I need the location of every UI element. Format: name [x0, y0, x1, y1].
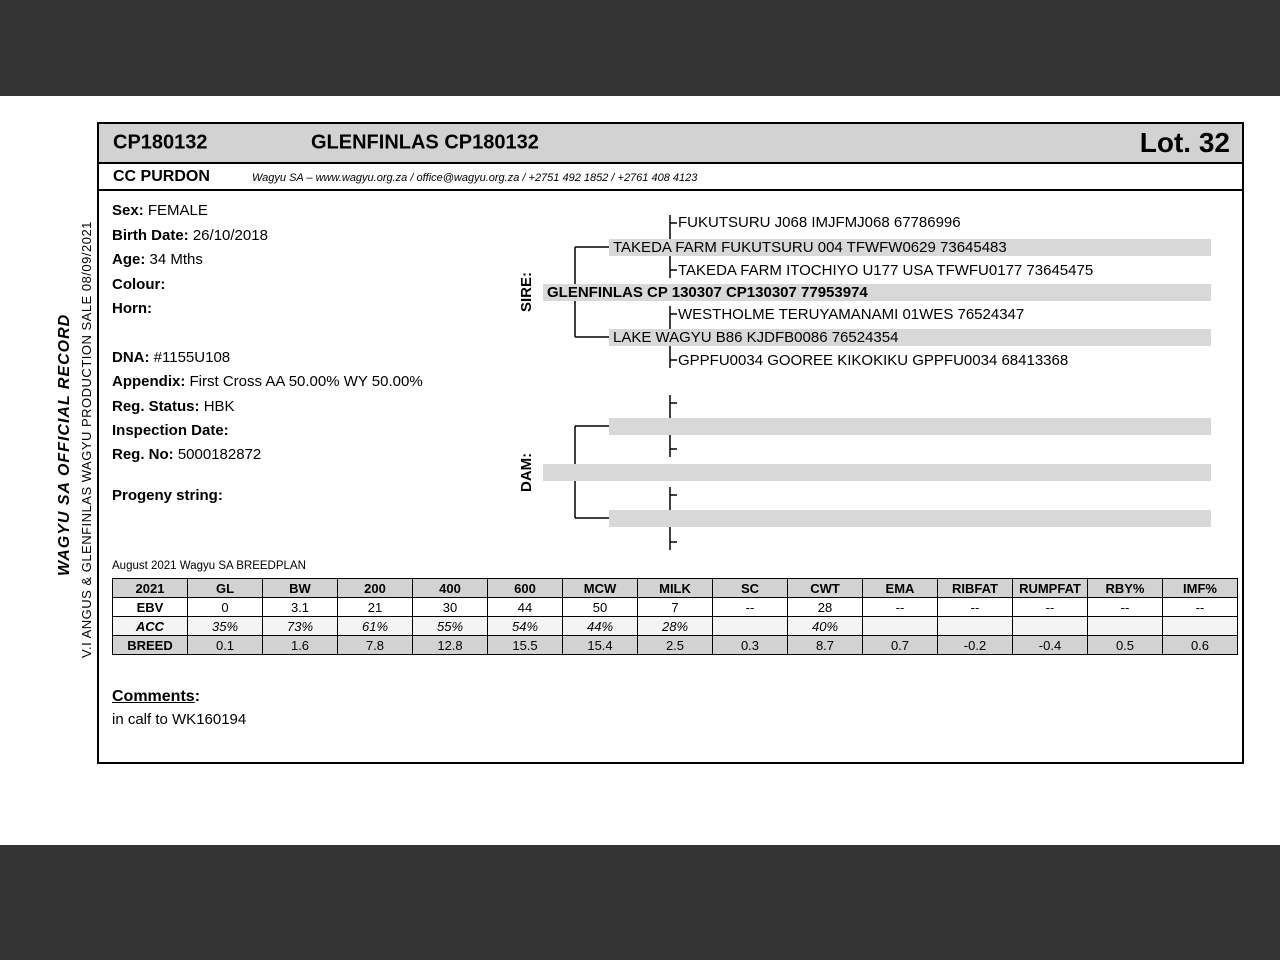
- ped-sire-dam: LAKE WAGYU B86 KJDFB0086 76524354: [609, 329, 1211, 346]
- ped-dam-sire: [609, 418, 1211, 435]
- breedplan-cell: 0.6: [1163, 636, 1238, 655]
- breedplan-cell: [863, 617, 938, 636]
- official-record-vertical-text: WAGYU SA OFFICIAL RECORD: [56, 313, 73, 577]
- detail-label: DNA:: [112, 349, 150, 366]
- breedplan-column-header: MILK: [638, 579, 713, 598]
- breedplan-cell: 28: [788, 598, 863, 617]
- breedplan-column-header: 200: [338, 579, 413, 598]
- subheader-bar: [99, 164, 1242, 191]
- breedplan-cell: -0.2: [938, 636, 1013, 655]
- breedplan-column-header: IMF%: [1163, 579, 1238, 598]
- breedplan-cell: --: [1013, 598, 1088, 617]
- lot-number: Lot. 32: [1139, 127, 1230, 158]
- breedplan-cell: 61%: [338, 617, 413, 636]
- breedplan-cell: 0.1: [188, 636, 263, 655]
- breedplan-cell: [1013, 617, 1088, 636]
- ped-sire-sire: TAKEDA FARM FUKUTSURU 004 TFWFW0629 73645483: [609, 239, 1211, 256]
- breedplan-cell: 35%: [188, 617, 263, 636]
- breedplan-cell: 15.5: [488, 636, 563, 655]
- breedplan-column-header: BW: [263, 579, 338, 598]
- breedplan-column-header: 2021: [113, 579, 188, 598]
- breedplan-cell: 50: [563, 598, 638, 617]
- breedplan-column-header: EMA: [863, 579, 938, 598]
- breedplan-cell: [713, 617, 788, 636]
- detail-value: HBK: [203, 398, 235, 415]
- comments-heading: [112, 688, 200, 706]
- ped-dam: [543, 464, 1211, 481]
- breedplan-cell: 3.1: [263, 598, 338, 617]
- breedplan-cell: [1163, 617, 1238, 636]
- breedplan-cell: --: [1088, 598, 1163, 617]
- comments-heading-colon: :: [194, 688, 201, 705]
- breedplan-column-header: 600: [488, 579, 563, 598]
- breedplan-cell: 12.8: [413, 636, 488, 655]
- bottom-letterbox-bar: [0, 845, 1280, 960]
- ped-sire-sire-sire: FUKUTSURU J068 IMJFMJ068 67786996: [678, 214, 961, 231]
- dam-section-label: DAM:: [518, 452, 535, 492]
- detail-sex: [112, 201, 208, 221]
- breedplan-column-header: 400: [413, 579, 488, 598]
- breedplan-caption: August 2021 Wagyu SA BREEDPLAN: [112, 560, 306, 572]
- record-body: [99, 191, 1242, 760]
- header-bar: [99, 124, 1242, 164]
- detail-colour: [112, 275, 165, 295]
- breedplan-header-row: [113, 579, 1238, 598]
- detail-label: Birth Date:: [112, 227, 189, 244]
- detail-value: 5000182872: [177, 446, 262, 463]
- breedplan-breed-row: [113, 636, 1238, 655]
- breedplan-cell: 0: [188, 598, 263, 617]
- breedplan-cell: 44%: [563, 617, 638, 636]
- detail-dna: [112, 348, 230, 368]
- detail-progeny-string: [112, 486, 223, 506]
- breedplan-cell: 0.7: [863, 636, 938, 655]
- breedplan-column-header: CWT: [788, 579, 863, 598]
- registration-id: CP180132: [113, 131, 208, 154]
- breedplan-cell: 15.4: [563, 636, 638, 655]
- detail-label: Progeny string:: [112, 487, 223, 504]
- breedplan-cell: 7: [638, 598, 713, 617]
- breedplan-cell: 44: [488, 598, 563, 617]
- breedplan-row-label: BREED: [113, 636, 188, 655]
- breedplan-cell: --: [863, 598, 938, 617]
- breedplan-cell: 40%: [788, 617, 863, 636]
- breedplan-cell: 28%: [638, 617, 713, 636]
- breedplan-table: [112, 578, 1238, 655]
- breedplan-cell: 2.5: [638, 636, 713, 655]
- detail-value: 26/10/2018: [192, 227, 268, 244]
- detail-label: Appendix:: [112, 373, 186, 390]
- breedplan-cell: [1088, 617, 1163, 636]
- detail-label: Horn:: [112, 300, 152, 317]
- detail-label: Reg. Status:: [112, 398, 200, 415]
- breedplan-column-header: SC: [713, 579, 788, 598]
- breedplan-cell: -0.4: [1013, 636, 1088, 655]
- detail-reg-no: [112, 445, 261, 465]
- breedplan-cell: 54%: [488, 617, 563, 636]
- breedplan-cell: 7.8: [338, 636, 413, 655]
- ped-dam-dam: [609, 510, 1211, 527]
- breedplan-acc-row: [113, 617, 1238, 636]
- breedplan-cell: [938, 617, 1013, 636]
- detail-appendix: [112, 372, 423, 392]
- detail-age: [112, 250, 203, 270]
- breedplan-cell: 55%: [413, 617, 488, 636]
- breedplan-cell: 0.5: [1088, 636, 1163, 655]
- record-card: [97, 122, 1244, 764]
- detail-reg-status: [112, 397, 235, 417]
- owner-name: CC PURDON: [113, 167, 210, 185]
- sale-info-vertical-text: V.I ANGUS & GLENFINLAS WAGYU PRODUCTION SALE 08/09/2021: [79, 221, 94, 659]
- breedplan-cell: --: [713, 598, 788, 617]
- breedplan-cell: 73%: [263, 617, 338, 636]
- detail-label: Age:: [112, 251, 146, 268]
- top-letterbox-bar: [0, 0, 1280, 96]
- comments-text: in calf to WK160194: [112, 711, 247, 728]
- breedplan-column-header: GL: [188, 579, 263, 598]
- detail-value: First Cross AA 50.00% WY 50.00%: [189, 373, 423, 390]
- breedplan-cell: --: [1163, 598, 1238, 617]
- detail-inspection-date: [112, 421, 229, 441]
- breedplan-cell: 30: [413, 598, 488, 617]
- detail-horn: [112, 299, 152, 319]
- breedplan-column-header: RIBFAT: [938, 579, 1013, 598]
- detail-value: #1155U108: [153, 349, 231, 366]
- breedplan-cell: 8.7: [788, 636, 863, 655]
- detail-value: FEMALE: [147, 202, 208, 219]
- breedplan-ebv-row: [113, 598, 1238, 617]
- comments-heading-text: Comments: [112, 688, 195, 705]
- organisation-contact-line: Wagyu SA – www.wagyu.org.za / office@wagyu.org.za / +2751 492 1852 / +2761 408 4123: [252, 171, 698, 184]
- detail-label: Sex:: [112, 202, 144, 219]
- sire-section-label: SIRE:: [518, 272, 535, 313]
- ped-sire-sire-dam: TAKEDA FARM ITOCHIYO U177 USA TFWFU0177 73645475: [678, 262, 1094, 279]
- breedplan-cell: 1.6: [263, 636, 338, 655]
- breedplan-cell: --: [938, 598, 1013, 617]
- detail-birth-date: [112, 226, 268, 246]
- breedplan-cell: 0.3: [713, 636, 788, 655]
- breedplan-cell: 21: [338, 598, 413, 617]
- detail-value: 34 Mths: [149, 251, 203, 268]
- breedplan-row-label: EBV: [113, 598, 188, 617]
- ped-sire-dam-dam: GPPFU0034 GOOREE KIKOKIKU GPPFU0034 68413368: [678, 352, 1069, 369]
- ped-sire: GLENFINLAS CP 130307 CP130307 77953974: [543, 284, 1211, 301]
- animal-name: GLENFINLAS CP180132: [311, 131, 539, 154]
- detail-label: Inspection Date:: [112, 422, 229, 439]
- ped-sire-dam-sire: WESTHOLME TERUYAMANAMI 01WES 76524347: [678, 306, 1025, 323]
- breedplan-column-header: RUMPFAT: [1013, 579, 1088, 598]
- breedplan-column-header: RBY%: [1088, 579, 1163, 598]
- detail-label: Reg. No:: [112, 446, 174, 463]
- detail-label: Colour:: [112, 276, 166, 293]
- breedplan-column-header: MCW: [563, 579, 638, 598]
- breedplan-row-label: ACC: [113, 617, 188, 636]
